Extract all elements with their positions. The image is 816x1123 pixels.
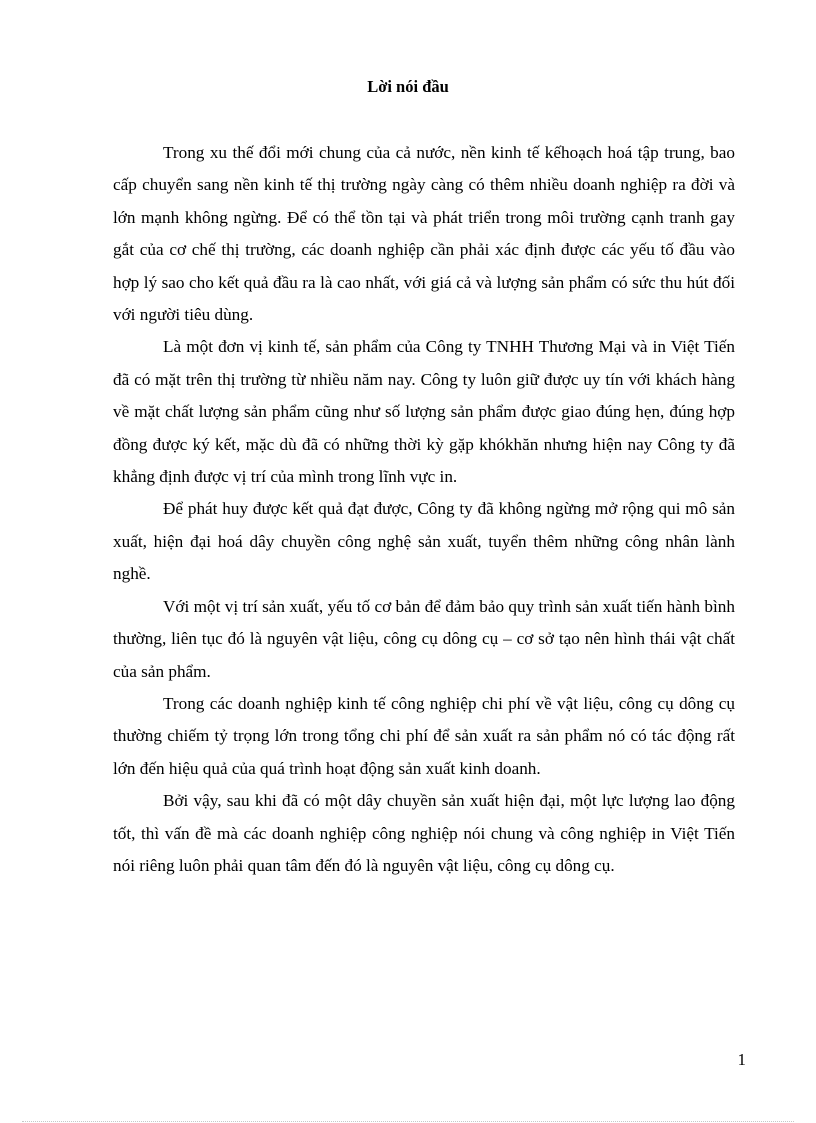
document-body [113, 137, 735, 882]
page-title: Lời nói đầu [367, 77, 449, 96]
paragraph-1: Trong xu thế đổi mới chung của cả nước, nền kinh tế kếhoạch hoá tập trung, bao cấp chuyển sang nền kinh tế thị trường ngày càng có thêm nhiều doanh nghiệp ra đời và lớn mạnh không ngừng. Để có thể tồn tại và phát triển trong môi trường cạnh tranh gay gắt của cơ chế thị trường, các doanh nghiệp cần phải xác định được các yếu tố đầu vào hợp lý sao cho kết quả đầu ra là cao nhất, với giá cả và lượng sản phẩm có sức thu hút đối với người tiêu dùng. [113, 143, 735, 325]
page-bottom-divider [22, 1121, 794, 1122]
paragraph-2: Là một đơn vị kinh tế, sản phẩm của Công ty TNHH Thương Mại và in Việt Tiến đã có mặt trên thị trường từ nhiều năm nay. Công ty luôn giữ được uy tín với khách hàng về mặt chất lượng sản phẩm cũng như số lượng sản phẩm được giao đúng hẹn, đúng hợp đồng được ký kết, mặc dù đã có những thời kỳ gặp khókhăn nhưng hiện nay Công ty đã khẳng định được vị trí của mình trong lĩnh vực in. [113, 337, 735, 487]
paragraph-3: Để phát huy được kết quả đạt được, Công ty đã không ngừng mở rộng qui mô sản xuất, hiện đại hoá dây chuyền công nghệ sản xuất, tuyển thêm những công nhân lành nghề. [113, 499, 735, 584]
paragraph-4: Với một vị trí sản xuất, yếu tố cơ bản để đảm bảo quy trình sản xuất tiến hành bình thường, liên tục đó là nguyên vật liệu, công cụ dông cụ – cơ sở tạo nên hình thái vật chất của sản phẩm. [113, 596, 735, 681]
page-number: 1 [737, 1050, 746, 1069]
paragraph-5: Trong các doanh nghiệp kinh tế công nghiệp chi phí về vật liệu, công cụ dông cụ thường chiếm tỷ trọng lớn trong tổng chi phí để sản xuất ra sản phẩm nó có tác động rất lớn đến hiệu quả của quá trình hoạt động sản xuất kinh doanh. [113, 693, 735, 778]
paragraph-6: Bởi vậy, sau khi đã có một dây chuyền sản xuất hiện đại, một lực lượng lao động tốt, thì vấn đề mà các doanh nghiệp công nghiệp nói chung và công nghiệp in Việt Tiến nói riêng luôn phải quan tâm đến đó là nguyên vật liệu, công cụ dông cụ. [113, 791, 735, 875]
